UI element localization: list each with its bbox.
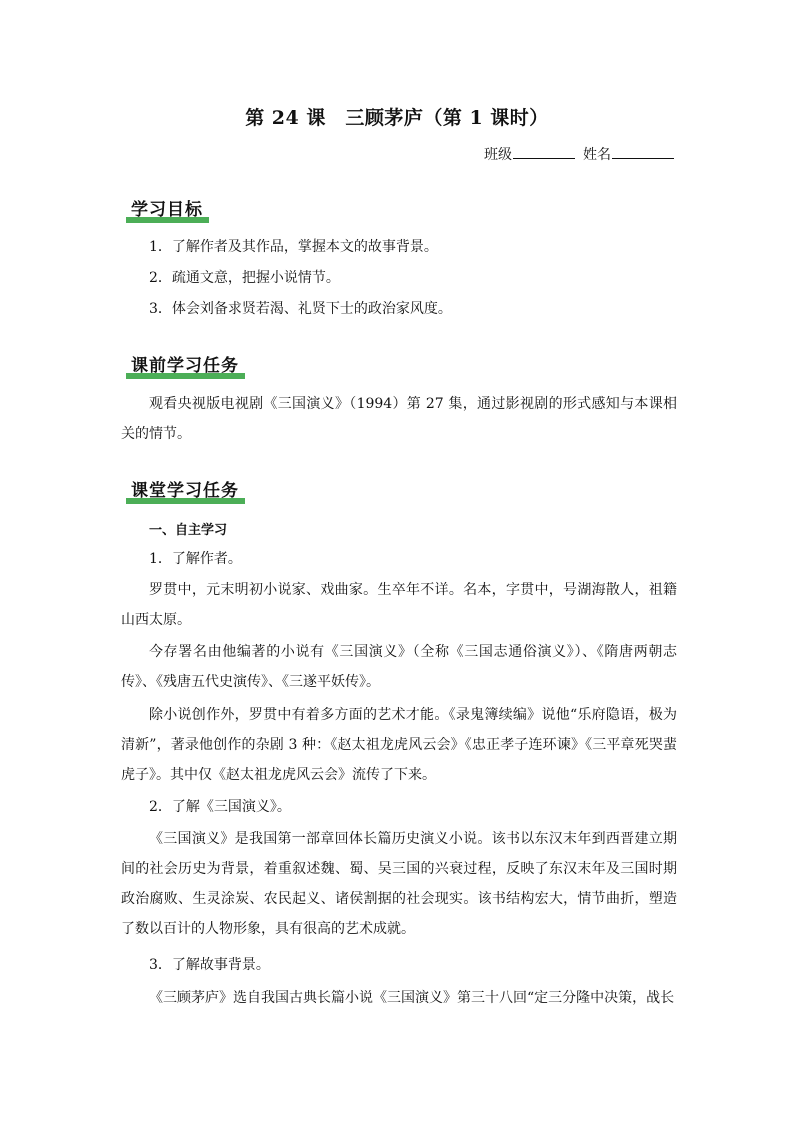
section-heading-class [121,476,239,501]
paragraph-art: 除小说创作外，罗贯中有着多方面的艺术才能。《录鬼簿续编》说他“乐府隐语，极为清新”，著录他创作的杂剧 3 种：《赵太祖龙虎风云会》《忠正孝子连环谏》《三平章死哭蜚虎子》。其中仅《赵太祖龙虎风云会》流传了下来。 [121,707,677,783]
name-label: 姓名 [583,147,611,163]
goal-item-2: 2．疏通文意，把握小说情节。 [149,270,340,286]
pre-task-paragraph: 观看央视版电视剧《三国演义》（1994）第 27 集，通过影视剧的形式感知与本课相关的情节。 [121,396,677,442]
class-blank-line [513,144,575,159]
class-name-fields [484,144,674,164]
goal-item-1: 1．了解作者及其作品，掌握本文的故事背景。 [149,239,438,255]
task-item-3: 3．了解故事背景。 [149,957,270,973]
class-label: 班级 [484,147,512,163]
section-heading-pre-label: 课前学习任务 [131,356,239,376]
section-heading-goals [121,195,203,220]
goal-item-3: 3．体会刘备求贤若渴、礼贤下士的政治家风度。 [149,301,452,317]
lesson-title: 第 24 课 三顾茅庐（第 1 课时） [245,107,549,129]
name-blank-line [612,144,674,159]
paragraph-background: 《三顾茅庐》选自我国古典长篇小说《三国演义》第三十八回“定三分隆中决策，战长 [149,990,675,1006]
section-heading-pre [121,351,239,376]
section-heading-class-label: 课堂学习任务 [131,481,239,501]
paragraph-novel: 《三国演义》是我国第一部章回体长篇历史演义小说。该书以东汉末年到西晋建立期间的社会历史为背景，着重叙述魏、蜀、吴三国的兴衰过程，反映了东汉末年及三国时期政治腐败、生灵涂炭、农民起义、诸侯割据的社会现实。该书结构宏大，情节曲折，塑造了数以百计的人物形象，具有很高的艺术成就。 [121,831,677,937]
subheading-self-study: 一、自主学习 [149,523,228,538]
task-item-1: 1．了解作者。 [149,551,242,567]
paragraph-author: 罗贯中，元末明初小说家、戏曲家。生卒年不详。名本，字贯中，号湖海散人，祖籍山西太原。 [121,582,677,628]
task-item-2: 2．了解《三国演义》。 [149,799,291,815]
section-heading-goals-label: 学习目标 [131,200,203,220]
paragraph-works: 今存署名由他编著的小说有《三国演义》（全称《三国志通俗演义》）、《隋唐两朝志传》、《残唐五代史演传》、《三遂平妖传》。 [121,644,677,690]
